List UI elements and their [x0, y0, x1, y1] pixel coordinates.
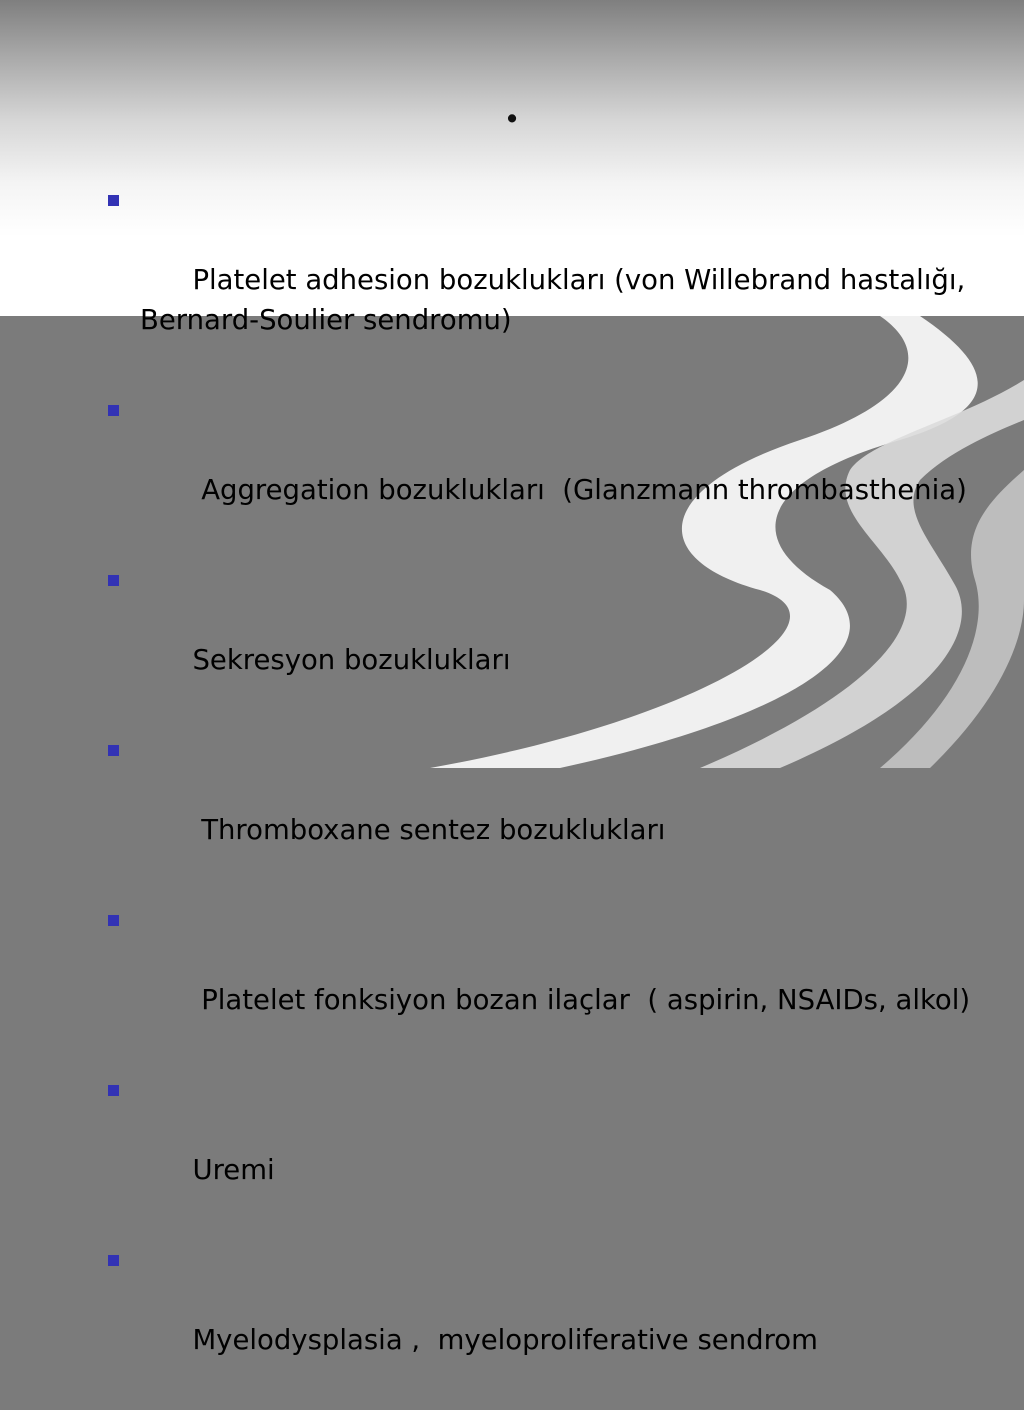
square-bullet-icon — [108, 745, 119, 756]
bullet-item — [106, 560, 986, 720]
square-bullet-icon — [108, 1255, 119, 1266]
bullet-item — [106, 1240, 986, 1400]
square-bullet-icon — [108, 575, 119, 586]
square-bullet-icon — [108, 195, 119, 206]
bullet-text: Uremi — [192, 1154, 275, 1186]
bullet-item — [106, 390, 986, 550]
square-bullet-icon — [108, 405, 119, 416]
square-bullet-icon — [108, 915, 119, 926]
bullet-item — [106, 730, 986, 890]
bullet-text: Platelet fonksiyon bozan ilaçlar ( aspirin, NSAIDs, alkol) — [192, 984, 971, 1016]
square-bullet-icon — [108, 1085, 119, 1096]
bullet-text: Sekresyon bozuklukları — [192, 644, 511, 676]
bullet-text: Myelodysplasia , myeloproliferative sendrom — [192, 1324, 818, 1356]
bullet-text: Platelet adhesion bozuklukları (von Willebrand hastalığı, Bernard-Soulier sendromu) — [140, 264, 974, 336]
bullet-list — [106, 180, 986, 1410]
bullet-text: Aggregation bozuklukları (Glanzmann thrombasthenia) — [192, 474, 967, 506]
bullet-item — [106, 900, 986, 1060]
bullet-item — [106, 180, 986, 380]
bullet-text: Thromboxane sentez bozuklukları — [192, 814, 666, 846]
slide-title: . — [504, 82, 520, 133]
bullet-item — [106, 1070, 986, 1230]
